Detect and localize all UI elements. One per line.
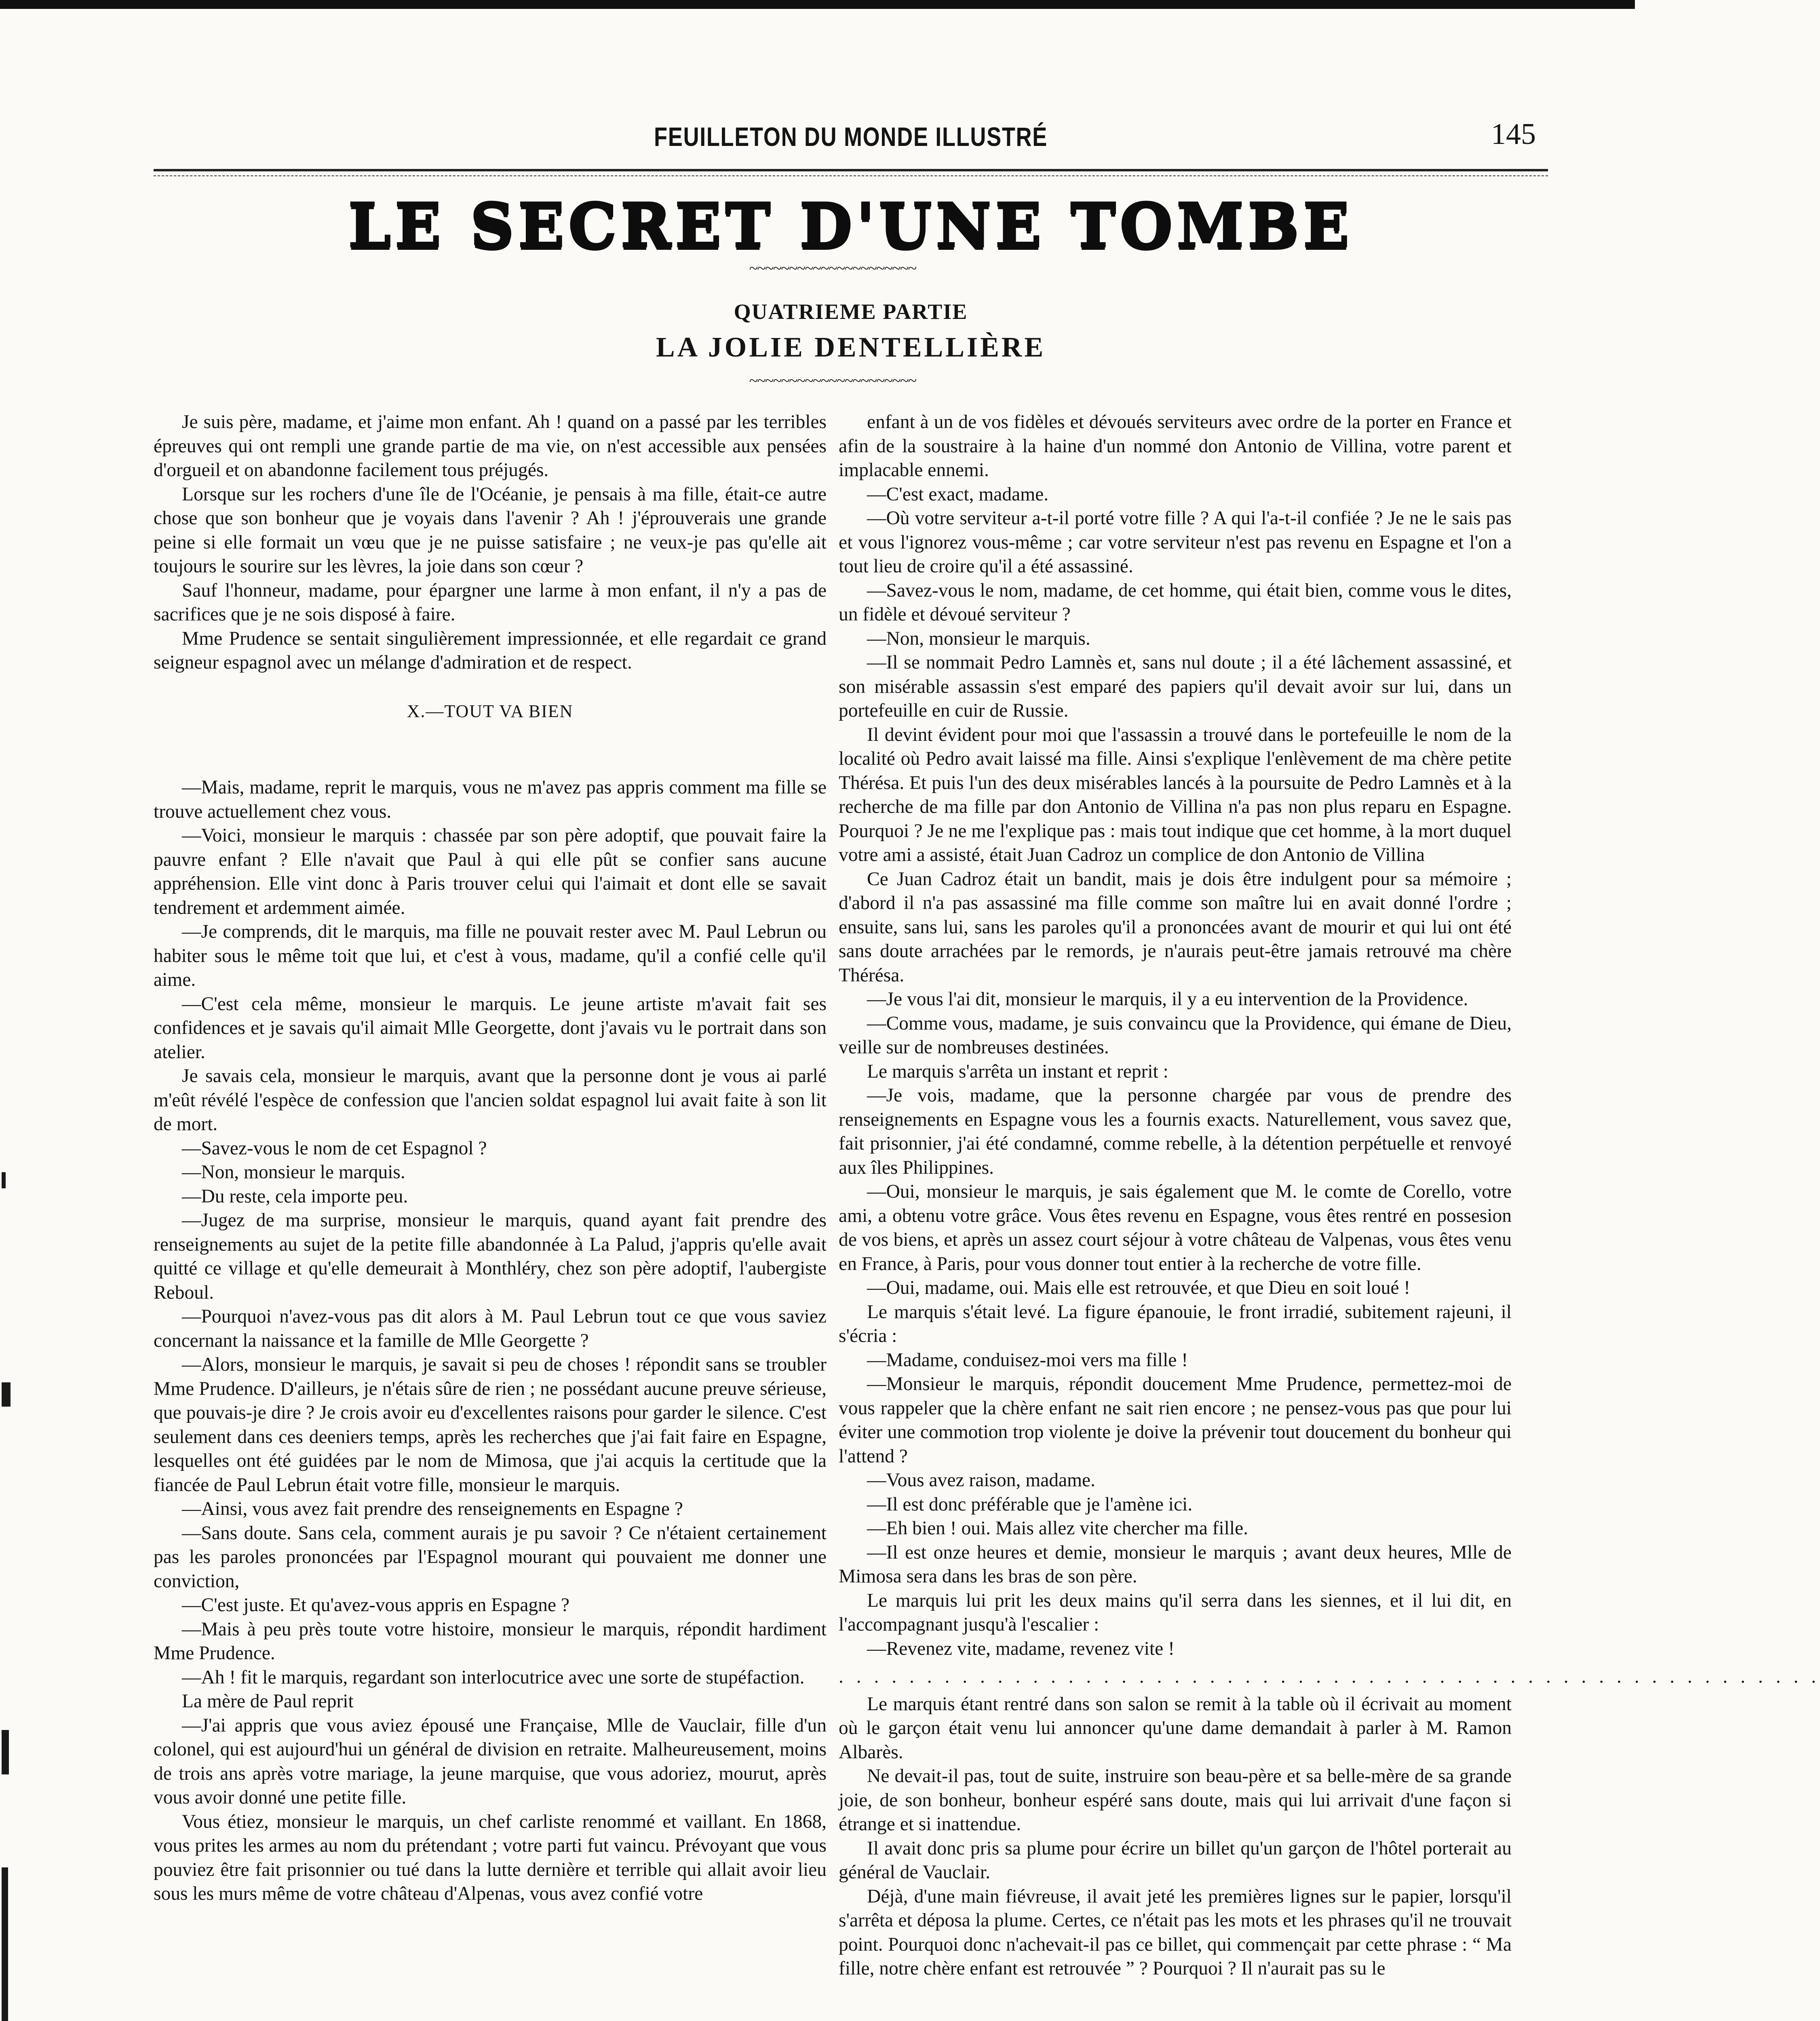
section-title: LA JOLIE DENTELLIÈRE: [656, 332, 1046, 363]
part-label: QUATRIEME PARTIE: [734, 300, 968, 324]
paragraph: Je suis père, madame, et j'aime mon enfant. Ah ! quand on a passé par les terribles épreuves qui ont rempli une grande partie de ma vie, on n'est accessible aux pensées d'orgueil et on abandonne facilement tous préjugés.: [154, 411, 827, 481]
paragraph: —Oui, madame, oui. Mais elle est retrouvée, et que Dieu en soit loué !: [867, 1277, 1411, 1298]
main-title: LE SECRET D'UNE TOMBE: [348, 190, 1354, 261]
paragraph: Mme Prudence se sentait singulièrement impressionnée, et elle regardait ce grand seigneur espagnol avec un mélange d'admiration et de respect.: [154, 628, 827, 673]
paragraph: Ne devait-il pas, tout de suite, instruire son beau-père et sa belle-mère de sa grande joie, de son bonheur, bonheur espéré sans doute, mais qui lui arrivait d'une façon si étrange et si inattendue.: [839, 1766, 1512, 1835]
paragraph: —Ah ! fit le marquis, regardant son interlocutrice avec une sorte de stupéfaction.: [182, 1667, 805, 1688]
paragraph: —Pourquoi n'avez-vous pas dit alors à M. Paul Lebrun tout ce que vous saviez concernant la naissance et la famille de Mlle Georgette ?: [154, 1306, 827, 1351]
paragraph: Il devint évident pour moi que l'assassin a trouvé dans le portefeuille le nom de la localité où Pedro avait laissé ma fille. Ainsi s'explique l'enlèvement de ma chère petite Thérésa. Et puis l'un des deux misérables lancés à la poursuite de Pedro Lamnès et à la recherche de ma fille par don Antonio de Villina n'a pas non plus reparu en Espagne. Pourquoi ? Je ne me l'explique pas : mais tout indique que cet homme, à la mort duquel votre ami a assisté, était Juan Cadroz un complice de don Antonio de Villina: [839, 724, 1512, 865]
binding-margin-marks: [0, 1172, 24, 2021]
paragraph: enfant à un de vos fidèles et dévoués serviteurs avec ordre de la porter en France et afin de la soustraire à la haine d'un nommé don Antonio de Villina, votre parent et implacable ennemi.: [839, 411, 1512, 481]
paragraph: —Je comprends, dit le marquis, ma fille ne pouvait rester avec M. Paul Lebrun ou habiter sous le même toit que lui, et c'est à vous, madame, qu'il a confié celle qu'il aime.: [154, 921, 827, 990]
paragraph: —Je vous l'ai dit, monsieur le marquis, il y a eu intervention de la Providence.: [867, 989, 1468, 1010]
paragraph: Je savais cela, monsieur le marquis, avant que la personne dont je vous ai parlé m'eût révélé l'espèce de confession que l'ancien soldat espagnol lui avait faite à son lit de mort.: [154, 1065, 827, 1135]
paragraph: —Sans doute. Sans cela, comment aurais je pu savoir ? Ce n'étaient certainement pas les paroles prononcées par l'Espagnol mourant qui pouvaient me donner une conviction,: [154, 1522, 827, 1592]
paragraph: —Il se nommait Pedro Lamnès et, sans nul doute ; il a été lâchement assassiné, et son misérable assassin s'est emparé des papiers qu'il devait avoir sur lui, dans un portefeuille en cuir de Russie.: [839, 652, 1512, 721]
paragraph: —Monsieur le marquis, répondit doucement Mme Prudence, permettez-moi de vous rappeler que la chère enfant ne sait rien encore ; ne pensez-vous pas que pour lui éviter une commotion trop violente je doive la prévenir tout doucement du bonheur qui l'attend ?: [839, 1373, 1512, 1467]
paragraph: —Mais à peu près toute votre histoire, monsieur le marquis, répondit hardiment Mme Prudence.: [154, 1618, 827, 1664]
paragraph: —Oui, monsieur le marquis, je sais également que M. le comte de Corello, votre ami, a obtenu votre grâce. Vous êtes revenu en Espagne, vous êtes rentré en possesion de vos biens, et après un assez court séjour à votre château de Valpenas, vous êtes venu en France, à Paris, pour vous donner tout entier à la recherche de votre fille.: [839, 1181, 1512, 1274]
paragraph: —Je vois, madame, que la personne chargée par vous de prendre des renseignements en Espagne vous les a fournis exacts. Naturellement, vous savez que, fait prisonnier, j'ai été condamné, comme rebelle, à la détention perpétuelle et renvoyé aux îles Philippines.: [839, 1085, 1512, 1178]
paragraph: —J'ai appris que vous aviez épousé une Française, Mlle de Vauclair, fille d'un colonel, qui est aujourd'hui un général de division en retraite. Malheureusement, moins de trois ans après votre mariage, la jeune marquise, que vous adoriez, mourut, après vous avoir donné une petite fille.: [154, 1715, 827, 1808]
paragraph: —Madame, conduisez-moi vers ma fille !: [867, 1349, 1188, 1371]
paragraph: —C'est cela même, monsieur le marquis. Le jeune artiste m'avait fait ses confidences et je savais qu'il aimait Mlle Georgette, dont j'avais vu le portrait dans son atelier.: [154, 993, 827, 1063]
paragraph: —Non, monsieur le marquis.: [182, 1162, 405, 1183]
paragraph: —Comme vous, madame, je suis convaincu que la Providence, qui émane de Dieu, veille sur de nombreuses destinées.: [839, 1013, 1512, 1058]
paragraph: La mère de Paul reprit: [182, 1691, 354, 1712]
paragraph: Le marquis s'était levé. La figure épanouie, le front irradié, subitement rajeuni, il s'écria :: [839, 1301, 1512, 1346]
paragraph: Ce Juan Cadroz était un bandit, mais je dois être indulgent pour sa mémoire ; d'abord il n'a pas assassiné ma fille comme son maître lui en avait donné l'ordre ; ensuite, sans lui, sans les paroles qu'il a prononcées avant de mourir et qui lui ont été sans doute arrachées par le remords, je n'aurais peut-être jamais retrouvé ma chère Thérésa.: [839, 868, 1512, 986]
paragraph: —C'est exact, madame.: [867, 483, 1049, 505]
paragraph: Sauf l'honneur, madame, pour épargner une larme à mon enfant, il n'y a pas de sacrifices que je ne sois disposé à faire.: [154, 580, 827, 625]
right-paragraphs-after-break: [839, 1692, 1512, 1981]
section-break-dots: . . . . . . . . . . . . . . . . . . . . . . . . . . . . . . . . . . . . . . . . . . . . . . . . . . . . . . . .: [839, 1666, 1820, 1687]
paragraph: —Eh bien ! oui. Mais allez vite chercher ma fille.: [867, 1518, 1248, 1539]
paragraph: Le marquis s'arrêta un instant et reprit :: [867, 1061, 1168, 1082]
paragraph: Le marquis étant rentré dans son salon se remit à la table où il écrivait au moment où le garçon était venu lui annoncer qu'une dame demandait à parler à M. Ramon Albarès.: [839, 1693, 1512, 1763]
paragraph: Il avait donc pris sa plume pour écrire un billet qu'un garçon de l'hôtel porterait au général de Vauclair.: [839, 1837, 1512, 1883]
left-intro-paragraphs: [154, 410, 827, 675]
paragraph: —Savez-vous le nom, madame, de cet homme, qui était bien, comme vous le dites, un fidèle et dévoué serviteur ?: [839, 580, 1512, 625]
paragraph: —C'est juste. Et qu'avez-vous appris en Espagne ?: [182, 1595, 569, 1616]
paragraph: —Non, monsieur le marquis.: [867, 628, 1090, 649]
paragraph: Déjà, d'une main fiévreuse, il avait jeté les premières lignes sur le papier, lorsqu'il s'arrêta et déposa la plume. Certes, ce n'était pas les mots et les phrases qu'il ne trouvait point. Pourquoi donc n'achevait-il pas ce billet, qui commençait par cette phrase : “ Ma fille, notre chère enfant est retrouvée ” ? Pourquoi ? Il n'aurait pas su le: [839, 1886, 1512, 1979]
paragraph: Vous étiez, monsieur le marquis, un chef carliste renommé et vaillant. En 1868, vous prites les armes au nom du prétendant ; votre parti fut vaincu. Prévoyant que vous pouviez être fait prisonnier ou tué dans la lutte dernière et terrible qui allait avoir lieu sous les murs même de votre château d'Alpenas, vous avez confié votre: [154, 1811, 827, 1904]
paragraph: —Savez-vous le nom de cet Espagnol ?: [182, 1137, 487, 1159]
section-ornament: ~~~~~~~~~~~~~~~~~~~~~: [749, 371, 916, 390]
paragraph: —Ainsi, vous avez fait prendre des renseignements en Espagne ?: [182, 1498, 683, 1519]
top-border: [0, 0, 1635, 9]
right-paragraphs-before-break: [839, 410, 1512, 1661]
paragraph: —Il est donc préférable que je l'amène ici.: [867, 1494, 1193, 1515]
paragraph: —Alors, monsieur le marquis, je savait si peu de choses ! répondit sans se troubler Mme Prudence. D'ailleurs, je n'étais sûre de rien ; ne possédant aucune preuve sérieuse, que pouvais-je dire ? Je crois avoir eu d'excellentes raisons pour garder le silence. C'est seulement dans ces deeniers temps, après les recherches que j'ai fait faire en Espagne, lesquelles ont été guidées par le nom de Mimosa, que j'ai acquis la certitude que la fiancée de Paul Lebrun était votre fille, monsieur le marquis.: [154, 1354, 827, 1496]
paragraph: —Il est onze heures et demie, monsieur le marquis ; avant deux heures, Mlle de Mimosa sera dans les bras de son père.: [839, 1542, 1512, 1587]
paragraph: —Du reste, cela importe peu.: [182, 1186, 408, 1207]
paragraph: Le marquis lui prit les deux mains qu'il serra dans les siennes, et il lui dit, en l'accompagnant jusqu'à l'escalier :: [839, 1590, 1512, 1635]
right-column: [839, 410, 1820, 1981]
paragraph: Lorsque sur les rochers d'une île de l'Océanie, je pensais à ma fille, était-ce autre chose que son bonheur que je voyais dans l'avenir ? Ah ! j'éprouverais une grande peine si elle formait un vœu que je ne puisse satisfaire ; ne veux-je pas qu'elle ait toujours le sourire sur les lèvres, la joie dans son cœur ?: [154, 483, 827, 577]
paragraph: —Voici, monsieur le marquis : chassée par son père adoptif, que pouvait faire la pauvre enfant ? Elle n'avait que Paul à qui elle pût se confier sans aucune appréhension. Elle vint donc à Paris trouver celui qui l'aimait et dont elle se savait tendrement et ardemment aimée.: [154, 825, 827, 918]
running-title: FEUILLETON DU MONDE ILLUSTRÉ: [654, 122, 1048, 152]
chapter-heading: X.—TOUT VA BIEN: [407, 701, 574, 721]
paragraph: —Où votre serviteur a-t-il porté votre fille ? A qui l'a-t-il confiée ? Je ne le sais pas et vous l'ignorez vous-même ; car votre serviteur n'est pas revenu en Espagne et l'on a tout lieu de croire qu'il a été assassiné.: [839, 508, 1512, 577]
page-number: 145: [1491, 118, 1536, 151]
header-rule-dashed: [154, 175, 1548, 177]
paragraph: —Mais, madame, reprit le marquis, vous ne m'avez pas appris comment ma fille se trouve actuellement chez vous.: [154, 777, 827, 822]
paragraph: —Jugez de ma surprise, monsieur le marquis, quand ayant fait prendre des renseignements au sujet de la petite fille abandonnée à La Palud, j'appris qu'elle avait quitté ce village et qu'elle demeurait à Monthléry, chez son père adoptif, l'aubergiste Reboul.: [154, 1210, 827, 1303]
left-column: [154, 410, 827, 1906]
paragraph: —Vous avez raison, madame.: [867, 1470, 1096, 1491]
header-rule: [154, 169, 1548, 171]
left-chapter-paragraphs: [154, 776, 827, 1906]
running-head: [154, 117, 1548, 162]
paragraph: —Revenez vite, madame, revenez vite !: [867, 1638, 1175, 1659]
title-ornament: ~~~~~~~~~~~~~~~~~~~~~: [749, 259, 916, 277]
